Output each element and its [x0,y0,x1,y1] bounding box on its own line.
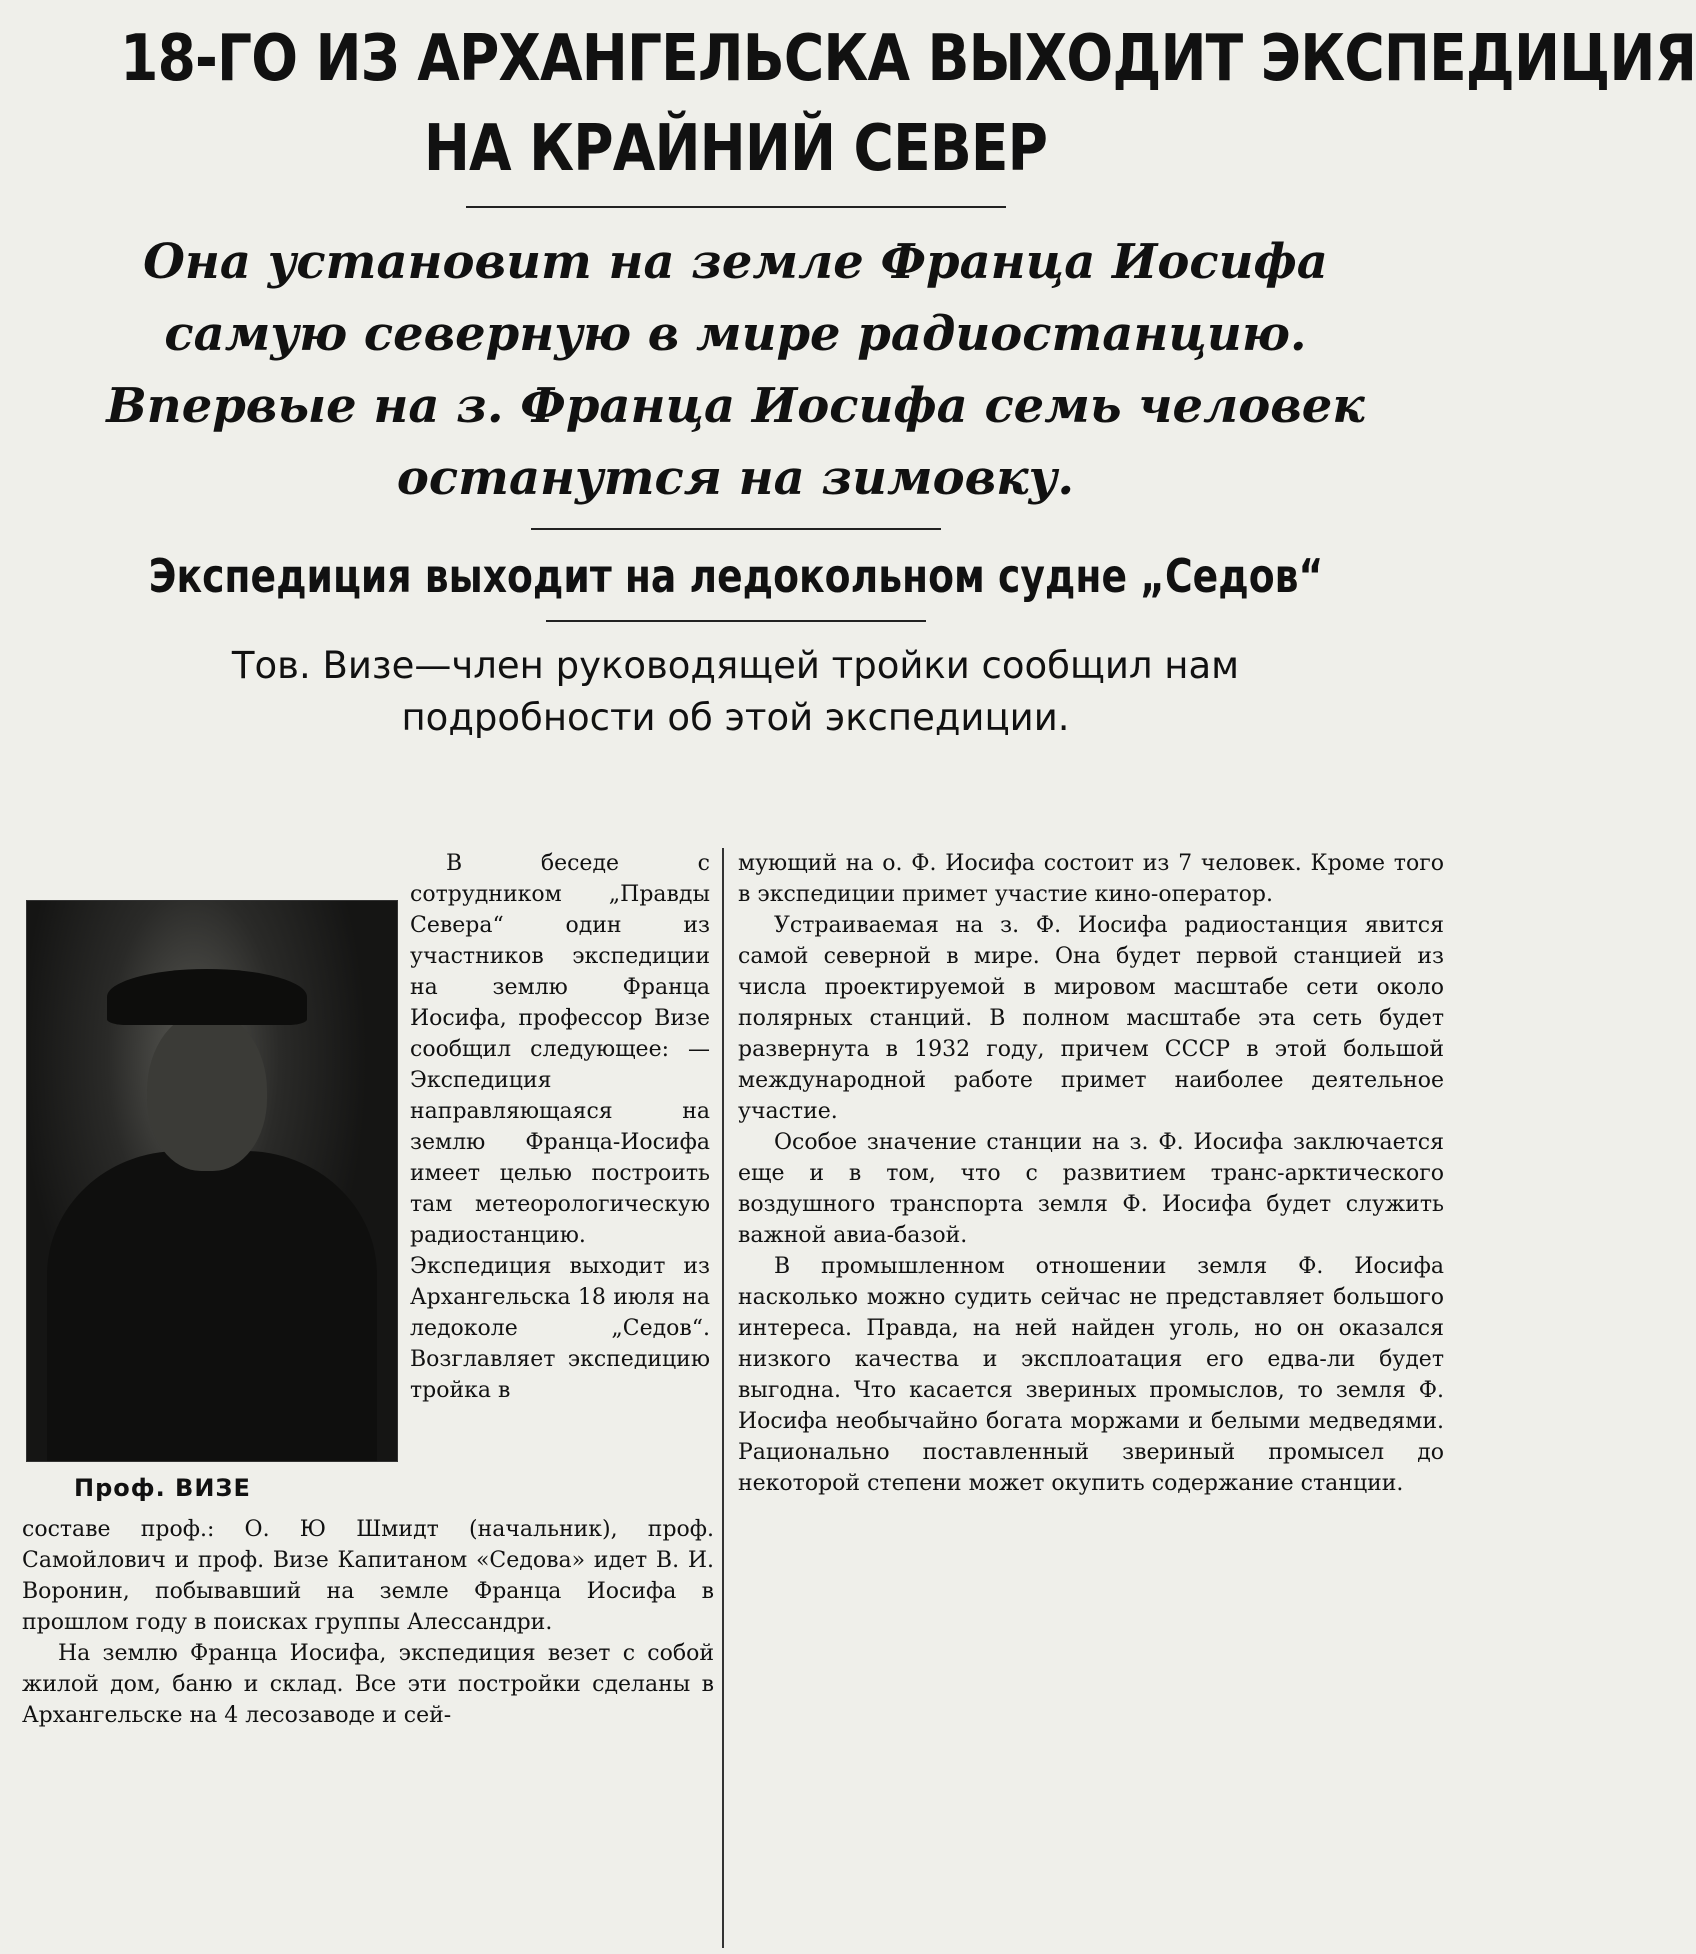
paragraph: мующий на о. Ф. Иосифа состоит из 7 человек. Кроме того в экспедиции примет участие кино-оператор. [738,851,1444,907]
headline-line-2: НА КРАЙНИЙ СЕВЕР [423,112,1048,186]
column-left-wide-text [22,1514,714,1731]
photo-caption: Проф. ВИЗЕ [74,1474,251,1502]
headline [120,14,1696,194]
paragraph: На землю Франца Иосифа, экспедиция везет с собой жилой дом, баню и склад. Все эти постройки сделаны в Архангельске на 4 лесозаводе и сей- [22,1641,714,1728]
divider-rule [531,528,941,530]
deck: Экспедиция выходит на ледокольном судне „Седов“ [148,549,1324,603]
column-left-narrow-text [410,848,710,1406]
lede-line-1: Тов. Визе—член руководящей тройки сообщил нам [231,644,1240,687]
divider-rule [546,620,926,622]
subheadline-line-2: самую северную в мире радиостанцию. [164,306,1307,362]
subheadline [20,226,1451,514]
paragraph: составе проф.: О. Ю Шмидт (начальник), проф. Самойлович и проф. Визе Капитаном «Седова» идет В. И. Воронин, побывавший на земле Франца Иосифа в прошлом году в поисках группы Алессандри. [22,1517,714,1635]
column-left [22,848,714,1948]
subheadline-line-3: Впервые на з. Франца Иосифа семь человек [106,378,1365,434]
divider-rule [466,206,1006,208]
paragraph: В беседе с сотрудником „Правды Севера“ один из участников экспедиции на землю Франца Иосифа, профессор Визе сообщил следующее: — Экспедиция направляющаяся на землю Франца-Иосифа имеет целью построить там метеорологическую радиостанцию. Экспедиция выходит из Архангельска 18 июля на ледоколе „Седов“. Возглавляет экспедицию тройка в [410,851,710,1403]
paragraph: Устраиваемая на з. Ф. Иосифа радиостанция явится самой северной в мире. Она будет первой станцией из числа проектируемой в мировом масштабе сети около полярных станций. В полном масштабе эта сеть будет развернута в 1932 году, причем СССР в этой большой международной работе примет наиболее деятельное участие. [738,913,1444,1124]
paragraph: В промышленном отношении земля Ф. Иосифа насколько можно судить сейчас не представляет большого интереса. Правда, на ней найден уголь, но он оказался низкого качества и эксплоатация его едва-ли будет выгодна. Что касается звериных промыслов, то земля Ф. Иосифа необычайно богата моржами и белыми медведями. Рационально поставленный звериный промысел до некоторой степени может окупить содержание станции. [738,1254,1444,1496]
lede-line-2: подробности об этой экспедиции. [401,696,1070,739]
subheadline-line-1: Она установит на земле Франца Иосифа [143,234,1328,290]
subheadline-line-4: останутся на зимовку. [396,450,1075,506]
headline-line-1: 18-ГО ИЗ АРХАНГЕЛЬСКА ВЫХОДИТ ЭКСПЕДИЦИЯ [120,22,1696,96]
column-right [738,848,1444,1948]
paragraph: Особое значение станции на з. Ф. Иосифа заключается еще и в том, что с развитием транс-арктического воздушного транспорта земля Ф. Иосифа будет служить важной авиа-базой. [738,1130,1444,1248]
column-divider [722,848,724,1948]
portrait-photo [26,900,398,1462]
lede [20,640,1451,744]
